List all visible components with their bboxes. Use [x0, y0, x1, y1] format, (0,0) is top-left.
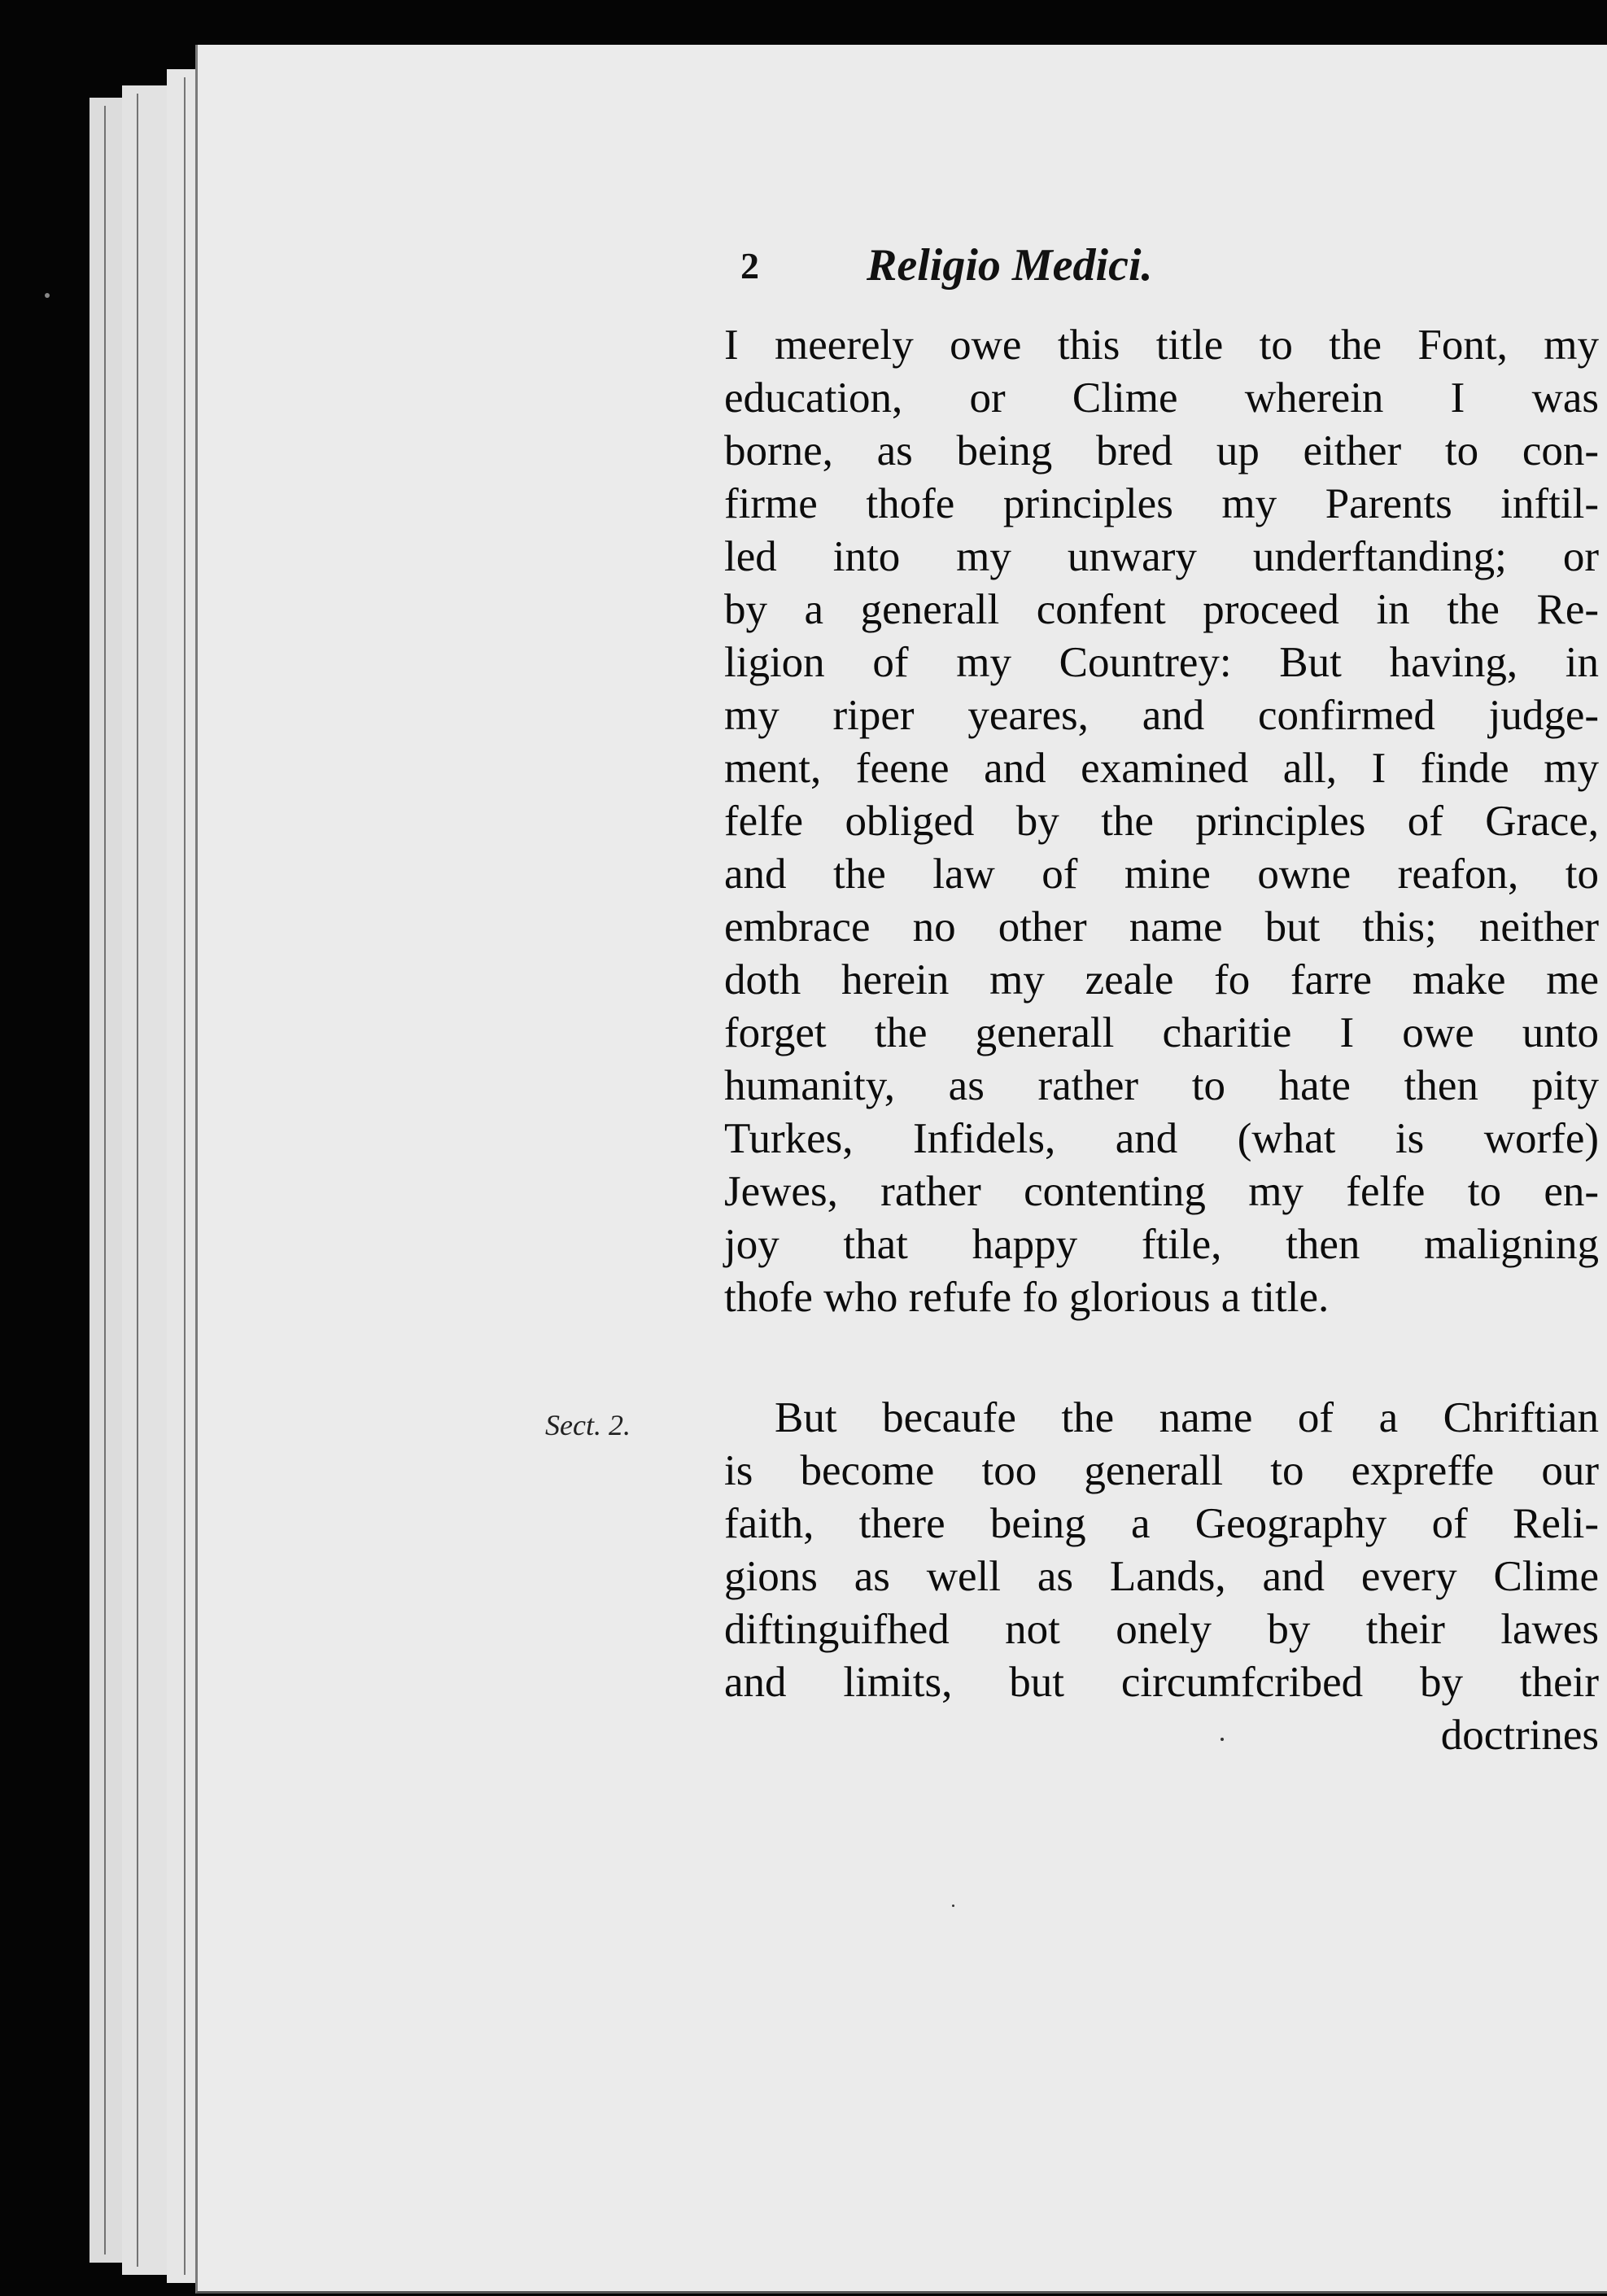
- text-line: faith, there being a Geography of Reli-: [724, 1500, 1599, 1547]
- text-line: embrace no other name but this; neither: [724, 903, 1599, 951]
- scan-speck: [45, 293, 50, 298]
- text-line: by a generall confent proceed in the Re-: [724, 586, 1599, 633]
- text-line: felfe obliged by the principles of Grace,: [724, 798, 1599, 845]
- text-line: thofe who refufe fo glorious a title.: [724, 1274, 1330, 1321]
- section-marginal-note: Sect. 2.: [545, 1409, 631, 1441]
- text-line: doth herein my zeale fo farre make me: [724, 956, 1599, 1004]
- text-line: my riper yeares, and confirmed judge-: [724, 692, 1599, 739]
- paragraph-2: [724, 1392, 1599, 1762]
- catchword: doctrines: [1440, 1712, 1599, 1759]
- page-edge-line: [184, 77, 186, 2275]
- paragraph-1: [724, 319, 1599, 1324]
- text-line: ligion of my Countrey: But having, in: [724, 639, 1599, 686]
- running-head: [740, 240, 1603, 309]
- text-line: diftinguifhed not onely by their lawes: [724, 1606, 1599, 1653]
- text-line: led into my unwary underftanding; or: [724, 533, 1599, 580]
- text-line: education, or Clime wherein I was: [724, 374, 1599, 422]
- text-line: humanity, as rather to hate then pity: [724, 1062, 1599, 1109]
- text-line: firme thofe principles my Parents inftil-: [724, 480, 1599, 527]
- text-line: forget the generall charitie I owe unto: [724, 1009, 1599, 1056]
- text-line: I meerely owe this title to the Font, my: [724, 321, 1599, 369]
- running-title: Religio Medici.: [867, 240, 1153, 291]
- page-number: 2: [740, 245, 759, 286]
- text-line: Jewes, rather contenting my felfe to en-: [724, 1168, 1599, 1215]
- scan-speck: [1221, 1738, 1224, 1741]
- page-edge-line: [137, 94, 138, 2267]
- scan-speck: [952, 1905, 954, 1907]
- text-line: gions as well as Lands, and every Clime: [724, 1553, 1599, 1600]
- text-line: joy that happy ftile, then maligning: [724, 1221, 1599, 1268]
- text-line: borne, as being bred up either to con-: [724, 427, 1599, 475]
- text-line: is become too generall to expreffe our: [724, 1447, 1599, 1494]
- text-line: But becaufe the name of a Chriftian: [775, 1394, 1599, 1441]
- text-line: Turkes, Infidels, and (what is worfe): [724, 1115, 1599, 1162]
- page-edge-line: [104, 106, 106, 2254]
- text-line: ment, feene and examined all, I finde my: [724, 745, 1599, 792]
- text-line: and the law of mine owne reafon, to: [724, 851, 1599, 898]
- text-line: and limits, but circumfcribed by their: [724, 1659, 1599, 1706]
